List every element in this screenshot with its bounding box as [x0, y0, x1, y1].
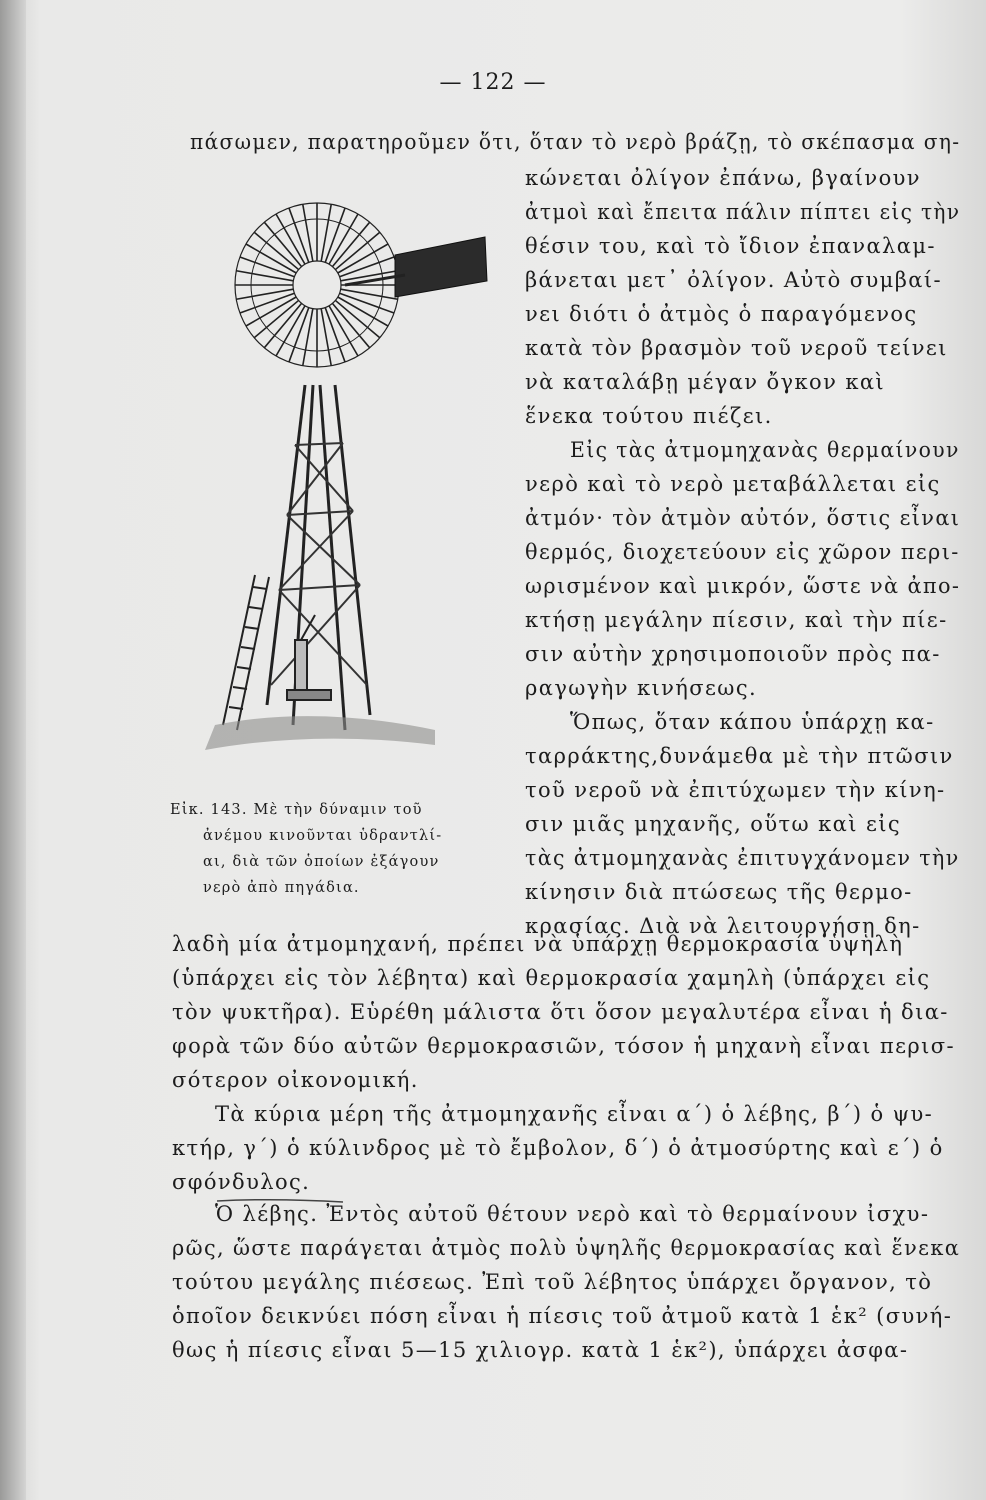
body-line: τούτου μεγάλης πιέσεως. Ἐπὶ τοῦ λέβητος ὑπάρχει ὄργανον, τὸ: [172, 1270, 933, 1294]
body-line: Εἰς τὰς ἀτμομηχανὰς θερμαίνουν: [570, 438, 960, 462]
body-line: κίνησιν διὰ πτώσεως τῆς θερμο-: [525, 880, 913, 904]
body-line: βάνεται μετ᾽ ὀλίγον. Αὐτὸ συμβαί-: [525, 268, 942, 292]
wheel-spoke: [341, 289, 398, 299]
body-line: (ὑπάρχει εἰς τὸν λέβητα) καὶ θερμοκρασία χαμηλὴ (ὑπάρχει εἰς: [172, 966, 931, 990]
caption-line: νερὸ ἀπὸ πηγάδια.: [203, 880, 360, 896]
water-pump: [287, 615, 331, 700]
pencil-underline: [215, 1198, 345, 1204]
wheel-spoke: [303, 204, 313, 261]
body-line: τὰς ἀτμομηχανὰς ἐπιτυγχάνομεν τὴν: [525, 846, 960, 870]
body-line-top: πάσωμεν, παρατηροῦμεν ὅτι, ὅταν τὸ νερὸ βράζῃ, τὸ σκέπασμα ση-: [190, 130, 961, 154]
wheel-spoke: [341, 271, 398, 281]
body-line: ωρισμένον καὶ μικρόν, ὥστε νὰ ἀπο-: [525, 574, 961, 598]
body-line: τοῦ νεροῦ νὰ ἐπιτύχωμεν τὴν κίνη-: [525, 778, 946, 802]
wheel-spoke: [321, 309, 331, 366]
body-line: Τὰ κύρια μέρη τῆς ἀτμομηχανῆς εἶναι α΄) ὁ λέβης, β΄) ὁ ψυ-: [215, 1102, 934, 1126]
body-line: σιν αὐτὴν χρησιμοποιοῦν πρὸς πα-: [525, 642, 941, 666]
body-line: ἀτμόν· τὸν ἀτμὸν αὐτόν, ὅστις εἶναι: [525, 506, 961, 530]
body-line: κώνεται ὀλίγον ἐπάνω, βγαίνουν: [525, 166, 921, 190]
body-line: κρασίας. Διὰ νὰ λειτουργήσῃ δη-: [525, 914, 921, 938]
body-line: νερὸ καὶ τὸ νερὸ μεταβάλλεται εἰς: [525, 472, 941, 496]
body-line: Ὁ λέβης. Ἐντὸς αὐτοῦ θέτουν νερὸ καὶ τὸ θερμαίνουν ἰσχυ-: [215, 1202, 930, 1226]
body-line: ἕνεκα τούτου πιέζει.: [525, 404, 773, 428]
body-line: σφόνδυλος.: [172, 1170, 311, 1194]
body-line: κτήσῃ μεγάλην πίεσιν, καὶ τὴν πίε-: [525, 608, 948, 632]
windmill-ladder: [223, 575, 269, 730]
wheel-spoke: [321, 204, 331, 261]
page-number: — 122 —: [439, 70, 547, 95]
body-line: σότερον οἰκονομική.: [172, 1068, 419, 1092]
body-line: ταρράκτης,δυνάμεθα μὲ τὴν πτῶσιν: [525, 744, 954, 768]
book-gutter-shadow: [0, 0, 26, 1500]
body-line: κτήρ, γ΄) ὁ κύλινδρος μὲ τὸ ἔμβολον, δ΄) ὁ ἀτμοσύρτης καὶ ε΄) ὁ: [172, 1136, 944, 1160]
windmill-illustration: [195, 185, 525, 760]
body-line: θως ἡ πίεσις εἶναι 5—15 χιλιογρ. κατὰ 1 ἑκ²), ὑπάρχει ἀσφα-: [172, 1338, 909, 1362]
windmill-wheel: [235, 203, 399, 367]
windmill-tail-vane: [395, 237, 487, 297]
body-line: ὁποῖον δεικνύει πόση εἶναι ἡ πίεσις τοῦ ἀτμοῦ κατὰ 1 ἑκ² (συνή-: [172, 1304, 953, 1328]
body-line: τὸν ψυκτῆρα). Εὑρέθη μάλιστα ὅτι ὅσον μεγαλυτέρα εἶναι ἡ δια-: [172, 1000, 949, 1024]
wheel-spoke: [303, 309, 313, 366]
wheel-spoke: [236, 271, 293, 281]
body-line: θέσιν του, καὶ τὸ ἴδιον ἐπαναλαμ-: [525, 234, 936, 258]
windmill-tower: [267, 385, 370, 730]
body-line: ρῶς, ὥστε παράγεται ἀτμὸς πολὺ ὑψηλῆς θερμοκρασίας καὶ ἕνεκα: [172, 1236, 961, 1260]
body-line: νὰ καταλάβῃ μέγαν ὄγκον καὶ: [525, 370, 886, 394]
caption-line: Εἰκ. 143. Μὲ τὴν δύναμιν τοῦ: [170, 802, 423, 818]
caption-line: ἀνέμου κινοῦνται ὑδραντλί-: [203, 828, 443, 844]
body-line: ραγωγὴν κινήσεως.: [525, 676, 758, 700]
body-line: ἀτμοὶ καὶ ἔπειτα πάλιν πίπτει εἰς τὴν: [525, 200, 961, 224]
body-line: λαδὴ μία ἀτμομηχανή, πρέπει νὰ ὑπάρχῃ θερμοκρασία ὑψηλὴ: [172, 932, 904, 956]
body-line: θερμός, διοχετεύουν εἰς χῶρον περι-: [525, 540, 960, 564]
wheel-spoke: [236, 289, 293, 299]
body-line: φορὰ τῶν δύο αὐτῶν θερμοκρασιῶν, τόσον ἡ μηχανὴ εἶναι περισ-: [172, 1034, 955, 1058]
body-line: σιν μιᾶς μηχανῆς, οὕτω καὶ εἰς: [525, 812, 902, 836]
caption-line: αι, διὰ τῶν ὁποίων ἐξάγουν: [203, 854, 440, 870]
body-line: κατὰ τὸν βρασμὸν τοῦ νεροῦ τείνει: [525, 336, 948, 360]
body-line: Ὅπως, ὅταν κάπου ὑπάρχῃ κα-: [570, 710, 935, 734]
ground-shading: [205, 716, 435, 750]
body-line: νει διότι ὁ ἀτμὸς ὁ παραγόμενος: [525, 302, 918, 326]
